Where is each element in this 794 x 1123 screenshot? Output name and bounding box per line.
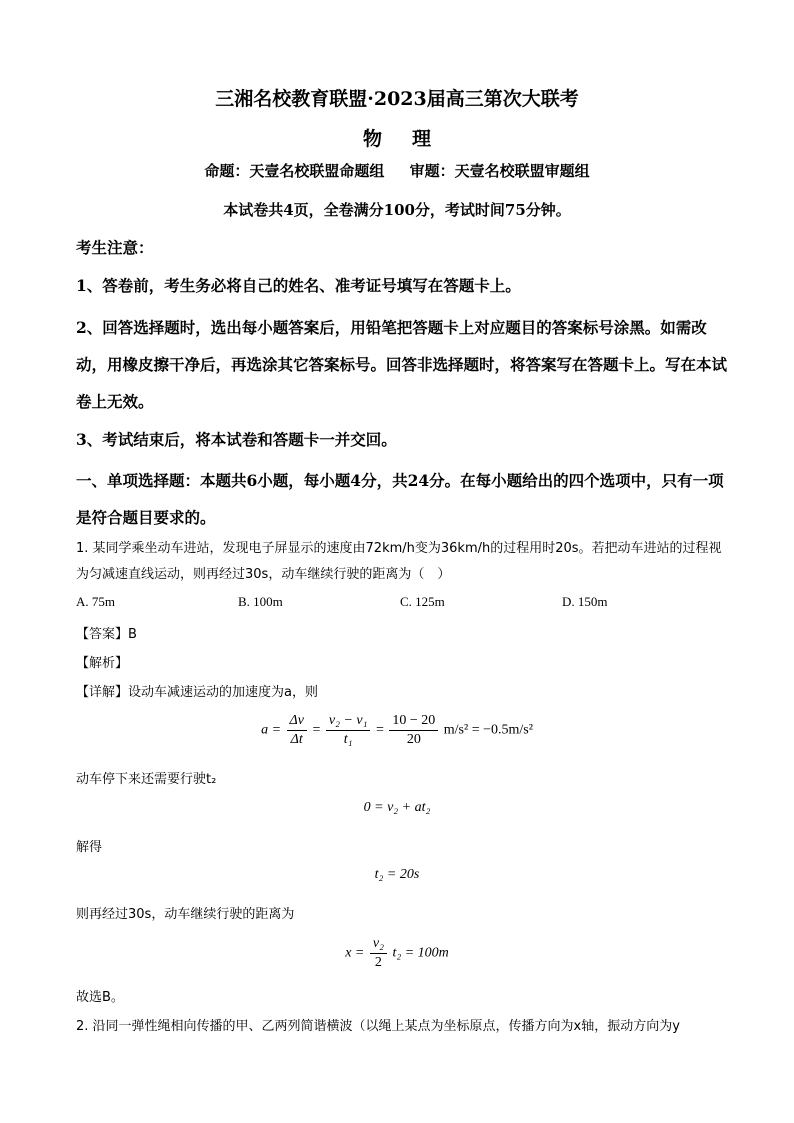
analysis-tag: 【解析】 xyxy=(76,656,129,671)
question-1-stem: 1. 某同学乘坐动车进站，发现电子屏显示的速度由72km/h变为36km/h的过程用时20s。若把动车进站的过程视为匀减速直线运动，则再经过30s，动车继续行驶的距离为（ ） xyxy=(76,541,722,582)
exam-meta: 本试卷共4页，全卷满分100分，考试时间75分钟。 xyxy=(223,201,571,219)
fraction-velocity: $\frac{\text{v₂ − v₁}}{\text{t₁}}$ xyxy=(326,712,371,749)
formula-acceleration: a = $\frac{\Delta v}{\Delta t}$ = $\frac{\text{v₂ − v₁}}{\text{t₁}}$ = $\frac{10 - 20}{20}$ m/s² = −0.5m/s² xyxy=(261,713,533,747)
solve-line: 解得 xyxy=(76,840,103,855)
answer-tag: 【答案】B xyxy=(76,627,137,642)
formula-4-lhs: x = xyxy=(345,945,365,961)
notice-item-2: 2、回答选择题时，选出每小题答案后，用铅笔把答题卡上对应题目的答案标号涂黑。如需改动，用橡皮擦干净后，再选涂其它答案标号。回答非选择题时，将答案写在答题卡上。写在本试卷上无效。 xyxy=(76,318,728,411)
author-right: 审题：天壹名校联盟审题组 xyxy=(409,162,590,180)
formula-distance xyxy=(0,935,794,972)
author-left: 命题：天壹名校联盟命题组 xyxy=(204,162,385,180)
stop-line: 动车停下来还需要行驶t₂ xyxy=(76,772,217,787)
section-heading: 一、单项选择题：本题共6小题，每小题4分，共24分。在每小题给出的四个选项中，只有一项是符合题目要求的。 xyxy=(76,471,724,527)
distance-line: 则再经过30s，动车继续行驶的距离为 xyxy=(76,907,295,922)
notice-item-1: 1、答卷前，考生务必将自己的姓名、准考证号填写在答题卡上。 xyxy=(76,276,521,295)
option-b: B. 100m xyxy=(238,594,283,609)
option-c: C. 125m xyxy=(400,594,445,609)
option-d: D. 150m xyxy=(562,594,608,609)
subject-title: 物理 xyxy=(362,128,461,150)
formula-1-lhs: a = xyxy=(261,722,282,738)
question-2-stem: 2. 沿同一弹性绳相向传播的甲、乙两列简谐横波（以绳上某点为坐标原点，传播方向为x轴，振动方向为y xyxy=(76,1019,680,1034)
notice-heading: 考生注意： xyxy=(76,238,154,257)
formula-stop: 0 = v₂ + at₂ xyxy=(363,800,431,815)
option-a: A. 75m xyxy=(76,594,115,609)
conclusion-line: 故选B。 xyxy=(76,990,124,1005)
formula-time: t₂ = 20s xyxy=(374,867,420,882)
detail-line: 【详解】设动车减速运动的加速度为a，则 xyxy=(76,685,318,700)
authors-line xyxy=(0,160,794,181)
formula-1-rhs: m/s² = −0.5m/s² xyxy=(443,722,533,738)
notice-item-3: 3、考试结束后，将本试卷和答题卡一并交回。 xyxy=(76,430,397,449)
fraction-half-velocity: $\frac{\text{v₂}}{2}$ xyxy=(370,935,387,972)
formula-4-rhs: t₂ = 100m xyxy=(392,945,449,961)
fraction-delta: $\frac{\Delta v}{\Delta t}$ xyxy=(287,712,307,749)
exam-title: 三湘名校教育联盟·2023届高三第次大联考 xyxy=(215,88,579,110)
fraction-values: $\frac{10 - 20}{20}$ xyxy=(389,712,438,749)
